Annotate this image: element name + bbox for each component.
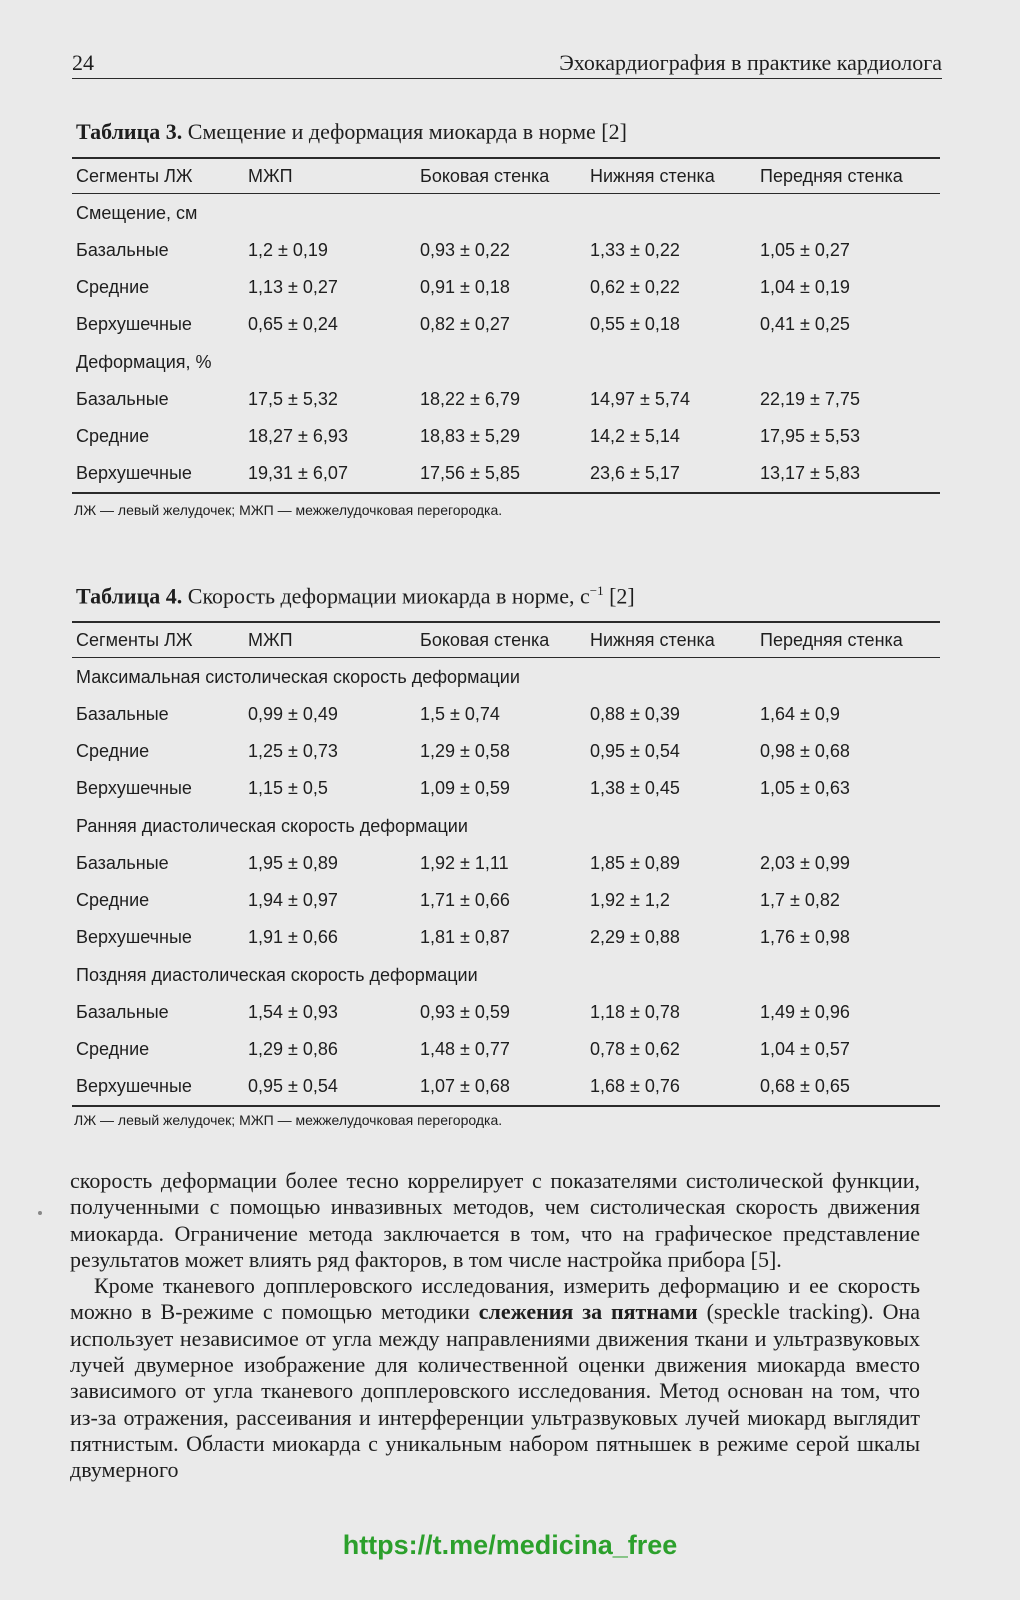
table3-caption: [76, 119, 627, 145]
value-cell: 1,2 ± 0,19: [248, 240, 328, 260]
value-cell: 0,82 ± 0,27: [420, 314, 510, 334]
value-cell: 2,29 ± 0,88: [590, 927, 680, 947]
body-paragraph-2-end: (speckle tracking). Она использует независимое от угла между направлениями движения ткани и ультразвуковых лучей двумерное изображение для количественной оценки движения миокарда вместо зависимого от угла тканевого допплеровского исследования. Метод основан на том, что из-за отражения, рассеивания и интерференции ультразвуковых лучей миокард выглядит пятнистым. Области миокарда с уникальным набором пятнышек в режиме серой шкалы двумерного: [70, 1299, 920, 1483]
group-row: [72, 807, 940, 845]
value-cell: 1,94 ± 0,97: [248, 890, 338, 910]
scan-speck: [38, 1211, 42, 1215]
table-row: [72, 994, 940, 1031]
table-row: [72, 919, 940, 956]
segment-label: Базальные: [76, 1002, 169, 1022]
value-cell: 1,92 ± 1,2: [590, 890, 670, 910]
value-cell: 0,68 ± 0,65: [760, 1076, 850, 1096]
group-title: Смещение, см: [76, 202, 198, 223]
table-row: [72, 1031, 940, 1068]
value-cell: 0,78 ± 0,62: [590, 1039, 680, 1059]
body-text: [70, 1168, 920, 1484]
value-cell: 0,93 ± 0,59: [420, 1002, 510, 1022]
segment-label: Средние: [76, 277, 150, 297]
value-cell: 0,88 ± 0,39: [590, 704, 680, 724]
value-cell: 0,41 ± 0,25: [760, 314, 850, 334]
value-cell: 1,81 ± 0,87: [420, 927, 510, 947]
value-cell: 18,27 ± 6,93: [248, 426, 348, 446]
column-header: Боковая стенка: [420, 158, 590, 194]
running-title: Эхокардиография в практике кардиолога: [559, 50, 942, 75]
page-number: 24: [72, 50, 94, 75]
body-paragraph-2-start: Кроме тканевого допплеровского исследования, измерить деформацию и ее скорость можно в В-режиме с помощью методики: [70, 1273, 920, 1325]
table4-caption: [76, 583, 635, 609]
value-cell: 14,2 ± 5,14: [590, 426, 680, 446]
value-cell: 14,97 ± 5,74: [590, 389, 690, 409]
value-cell: 0,55 ± 0,18: [590, 314, 680, 334]
segment-label: Средние: [76, 426, 150, 446]
group-row: [72, 956, 940, 994]
table4: [72, 621, 940, 1107]
column-header: Сегменты ЛЖ: [72, 622, 248, 658]
value-cell: 1,76 ± 0,98: [760, 927, 850, 947]
value-cell: 0,95 ± 0,54: [248, 1076, 338, 1096]
table-row: [72, 455, 940, 493]
value-cell: 0,93 ± 0,22: [420, 240, 510, 260]
segment-label: Средние: [76, 1039, 150, 1059]
value-cell: 1,07 ± 0,68: [420, 1076, 510, 1096]
segment-label: Базальные: [76, 853, 169, 873]
column-header: Передняя стенка: [760, 158, 940, 194]
value-cell: 13,17 ± 5,83: [760, 463, 860, 483]
segment-label: Верхушечные: [76, 927, 192, 947]
column-header: Нижняя стенка: [590, 158, 760, 194]
table4-caption-sup: −1: [589, 583, 604, 598]
value-cell: 1,29 ± 0,58: [420, 741, 510, 761]
body-paragraph-1: скорость деформации более тесно коррелирует с показателями систолической функции, полученными с помощью инвазивных методов, чем систолическая скорость движения миокарда. Ограничение метода заключается в том, что на графическое представление результатов может влиять ряд факторов, в том числе настройка прибора [5].: [70, 1168, 920, 1272]
group-title: Деформация, %: [76, 351, 212, 372]
value-cell: 1,04 ± 0,57: [760, 1039, 850, 1059]
table-row: [72, 733, 940, 770]
table4-caption-text: Скорость деформации миокарда в норме, с: [182, 583, 590, 609]
group-row: [72, 658, 940, 697]
value-cell: 17,95 ± 5,53: [760, 426, 860, 446]
column-header: Нижняя стенка: [590, 622, 760, 658]
value-cell: 0,95 ± 0,54: [590, 741, 680, 761]
table-row: [72, 696, 940, 733]
value-cell: 1,68 ± 0,76: [590, 1076, 680, 1096]
value-cell: 0,62 ± 0,22: [590, 277, 680, 297]
segment-label: Верхушечные: [76, 778, 192, 798]
value-cell: 22,19 ± 7,75: [760, 389, 860, 409]
value-cell: 1,09 ± 0,59: [420, 778, 510, 798]
value-cell: 1,71 ± 0,66: [420, 890, 510, 910]
segment-label: Средние: [76, 741, 150, 761]
value-cell: 1,04 ± 0,19: [760, 277, 850, 297]
group-title: Ранняя диастолическая скорость деформации: [76, 815, 468, 836]
value-cell: 0,98 ± 0,68: [760, 741, 850, 761]
table4-caption-label: Таблица 4.: [76, 583, 183, 609]
table3-caption-label: Таблица 3.: [76, 119, 183, 144]
value-cell: 23,6 ± 5,17: [590, 463, 680, 483]
table-row: [72, 269, 940, 306]
body-paragraph-2-term: слежения за пятнами: [478, 1299, 698, 1325]
value-cell: 1,25 ± 0,73: [248, 741, 338, 761]
value-cell: 17,5 ± 5,32: [248, 389, 338, 409]
table-row: [72, 418, 940, 455]
column-header: МЖП: [248, 158, 420, 194]
table-row: [72, 381, 940, 418]
value-cell: 1,29 ± 0,86: [248, 1039, 338, 1059]
column-header: Сегменты ЛЖ: [72, 158, 248, 194]
value-cell: 1,49 ± 0,96: [760, 1002, 850, 1022]
value-cell: 1,33 ± 0,22: [590, 240, 680, 260]
table-header-row: [72, 622, 940, 658]
group-title: Максимальная систолическая скорость деформации: [76, 666, 520, 687]
segment-label: Верхушечные: [76, 314, 192, 334]
segment-label: Базальные: [76, 240, 169, 260]
table3: [72, 157, 940, 494]
group-row: [72, 194, 940, 233]
value-cell: 1,05 ± 0,27: [760, 240, 850, 260]
value-cell: 1,95 ± 0,89: [248, 853, 338, 873]
column-header: Боковая стенка: [420, 622, 590, 658]
value-cell: 18,83 ± 5,29: [420, 426, 520, 446]
value-cell: 1,64 ± 0,9: [760, 704, 840, 724]
segment-label: Верхушечные: [76, 463, 192, 483]
value-cell: 0,91 ± 0,18: [420, 277, 510, 297]
table4-footnote: ЛЖ — левый желудочек; МЖП — межжелудочковая перегородка.: [74, 1112, 503, 1128]
value-cell: 17,56 ± 5,85: [420, 463, 520, 483]
table3-caption-text: Смещение и деформация миокарда в норме [2]: [182, 119, 627, 144]
table-row: [72, 770, 940, 807]
segment-label: Средние: [76, 890, 150, 910]
table3-footnote: ЛЖ — левый желудочек; МЖП — межжелудочковая перегородка.: [74, 502, 503, 518]
table4-caption-ref: [2]: [603, 583, 635, 609]
value-cell: 0,99 ± 0,49: [248, 704, 338, 724]
value-cell: 0,65 ± 0,24: [248, 314, 338, 334]
value-cell: 1,15 ± 0,5: [248, 778, 328, 798]
table-row: [72, 306, 940, 343]
segment-label: Базальные: [76, 389, 169, 409]
table-row: [72, 1068, 940, 1106]
value-cell: 1,05 ± 0,63: [760, 778, 850, 798]
segment-label: Верхушечные: [76, 1076, 192, 1096]
group-row: [72, 343, 940, 381]
table-row: [72, 232, 940, 269]
running-header: [72, 50, 942, 79]
value-cell: 1,48 ± 0,77: [420, 1039, 510, 1059]
body-paragraph-2: [70, 1273, 920, 1483]
value-cell: 1,13 ± 0,27: [248, 277, 338, 297]
column-header: МЖП: [248, 622, 420, 658]
value-cell: 1,91 ± 0,66: [248, 927, 338, 947]
value-cell: 1,38 ± 0,45: [590, 778, 680, 798]
table-row: [72, 845, 940, 882]
value-cell: 2,03 ± 0,99: [760, 853, 850, 873]
value-cell: 1,54 ± 0,93: [248, 1002, 338, 1022]
table-header-row: [72, 158, 940, 194]
value-cell: 1,85 ± 0,89: [590, 853, 680, 873]
value-cell: 1,92 ± 1,11: [420, 853, 509, 873]
column-header: Передняя стенка: [760, 622, 940, 658]
value-cell: 1,7 ± 0,82: [760, 890, 840, 910]
value-cell: 19,31 ± 6,07: [248, 463, 348, 483]
group-title: Поздняя диастолическая скорость деформации: [76, 964, 478, 985]
segment-label: Базальные: [76, 704, 169, 724]
table-row: [72, 882, 940, 919]
value-cell: 1,18 ± 0,78: [590, 1002, 680, 1022]
value-cell: 1,5 ± 0,74: [420, 704, 500, 724]
telegram-link[interactable]: https://t.me/medicina_free: [342, 1530, 678, 1560]
value-cell: 18,22 ± 6,79: [420, 389, 520, 409]
